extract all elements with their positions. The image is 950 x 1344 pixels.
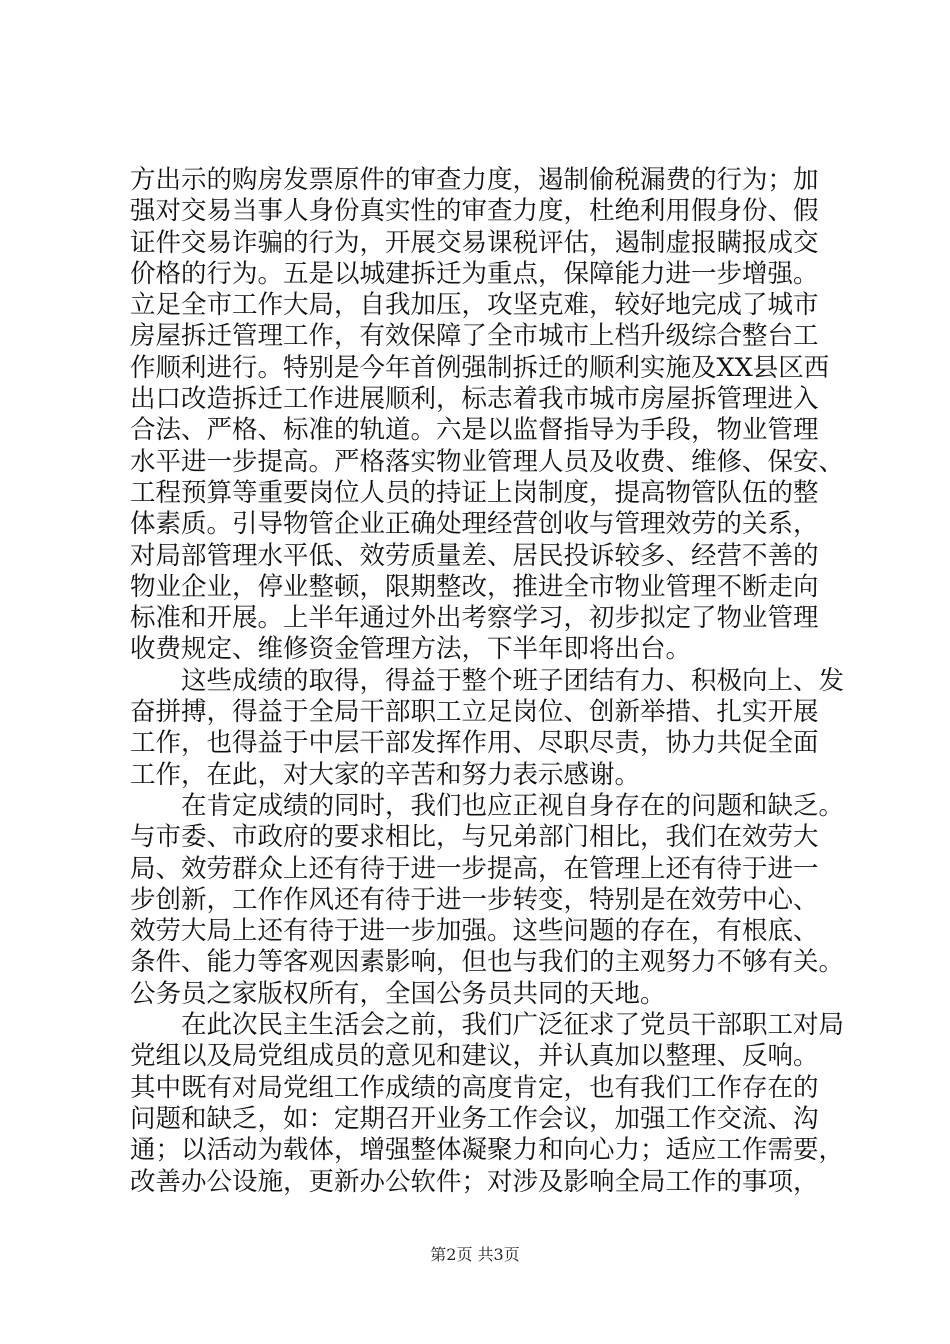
paragraph-start-line: 这些成绩的取得，得益于整个班子团结有力、积极向上、发 [130, 665, 845, 696]
text-line: 强对交易当事人身份真实性的审查力度，杜绝利用假身份、假 [130, 196, 819, 227]
text-line: 水平进一步提高。严格落实物业管理人员及收费、维修、保安、 [130, 446, 845, 477]
text-line: 方出示的购房发票原件的审查力度，遏制偷税漏费的行为；加 [130, 165, 819, 195]
paragraph-start-line: 在此次民主生活会之前，我们广泛征求了党员干部职工对局 [130, 1010, 845, 1041]
text-line: 房屋拆迁管理工作，有效保障了全市城市上档升级综合整台工 [130, 321, 819, 352]
text-line: 党组以及局党组成员的意见和建议，并认真加以整理、反响。 [130, 1041, 819, 1072]
text-line: 其中既有对局党组工作成绩的高度肯定，也有我们工作存在的 [130, 1072, 819, 1103]
text-line: 奋拼搏，得益于全局干部职工立足岗位、创新举措、扎实开展 [130, 697, 819, 728]
text-line: 收费规定、维修资金管理方法，下半年即将出台。 [130, 634, 692, 665]
text-line: 通；以活动为载体，增强整体凝聚力和向心力；适应工作需要， [130, 1135, 845, 1166]
text-line: 合法、严格、标准的轨道。六是以监督指导为手段，物业管理 [130, 415, 819, 446]
text-line: 局、效劳群众上还有待于进一步提高，在管理上还有待于进一 [130, 853, 819, 884]
text-line: 条件、能力等客观因素影响，但也与我们的主观努力不够有关。 [130, 947, 845, 978]
text-line: 对局部管理水平低、效劳质量差、居民投诉较多、经营不善的 [130, 540, 819, 571]
text-line: 体素质。引导物管企业正确处理经营创收与管理效劳的关系， [130, 509, 819, 540]
text-line: 效劳大局上还有待于进一步加强。这些问题的存在，有根底、 [130, 916, 819, 947]
page-number-footer: 第2页 共3页 [430, 1245, 520, 1264]
text-line: 工作，也得益于中层干部发挥作用、尽职尽责，协力共促全面 [130, 728, 819, 759]
text-line: 公务员之家版权所有，全国公务员共同的天地。 [130, 978, 666, 1009]
text-line: 出口改造拆迁工作进展顺利，标志着我市城市房屋拆管理进入 [130, 384, 819, 415]
text-line: 改善办公设施，更新办公软件；对涉及影响全局工作的事项， [130, 1166, 819, 1197]
text-line: 问题和缺乏，如：定期召开业务工作会议，加强工作交流、沟 [130, 1103, 819, 1134]
text-line: 与市委、市政府的要求相比，与兄弟部门相比，我们在效劳大 [130, 822, 819, 853]
text-line: 物业企业，停业整顿，限期整改，推进全市物业管理不断走向 [130, 571, 819, 602]
text-line: 工程预算等重要岗位人员的持证上岗制度，提高物管队伍的整 [130, 477, 819, 508]
body-text [130, 165, 845, 1198]
paragraph-start-line: 在肯定成绩的同时，我们也应正视自身存在的问题和缺乏。 [130, 790, 845, 821]
text-line: 工作，在此，对大家的辛苦和努力表示感谢。 [130, 759, 641, 790]
text-line: 标准和开展。上半年通过外出考察学习，初步拟定了物业管理 [130, 603, 819, 634]
text-line: 作顺利进行。特别是今年首例强制拆迁的顺利实施及XX县区西 [130, 352, 830, 383]
text-line: 价格的行为。五是以城建拆迁为重点，保障能力进一步增强。 [130, 258, 819, 289]
text-line: 证件交易诈骗的行为，开展交易课税评估，遏制虚报瞒报成交 [130, 227, 819, 258]
text-line: 步创新，工作作风还有待于进一步转变，特别是在效劳中心、 [130, 884, 819, 915]
text-line: 立足全市工作大局，自我加压，攻坚克难，较好地完成了城市 [130, 290, 819, 321]
